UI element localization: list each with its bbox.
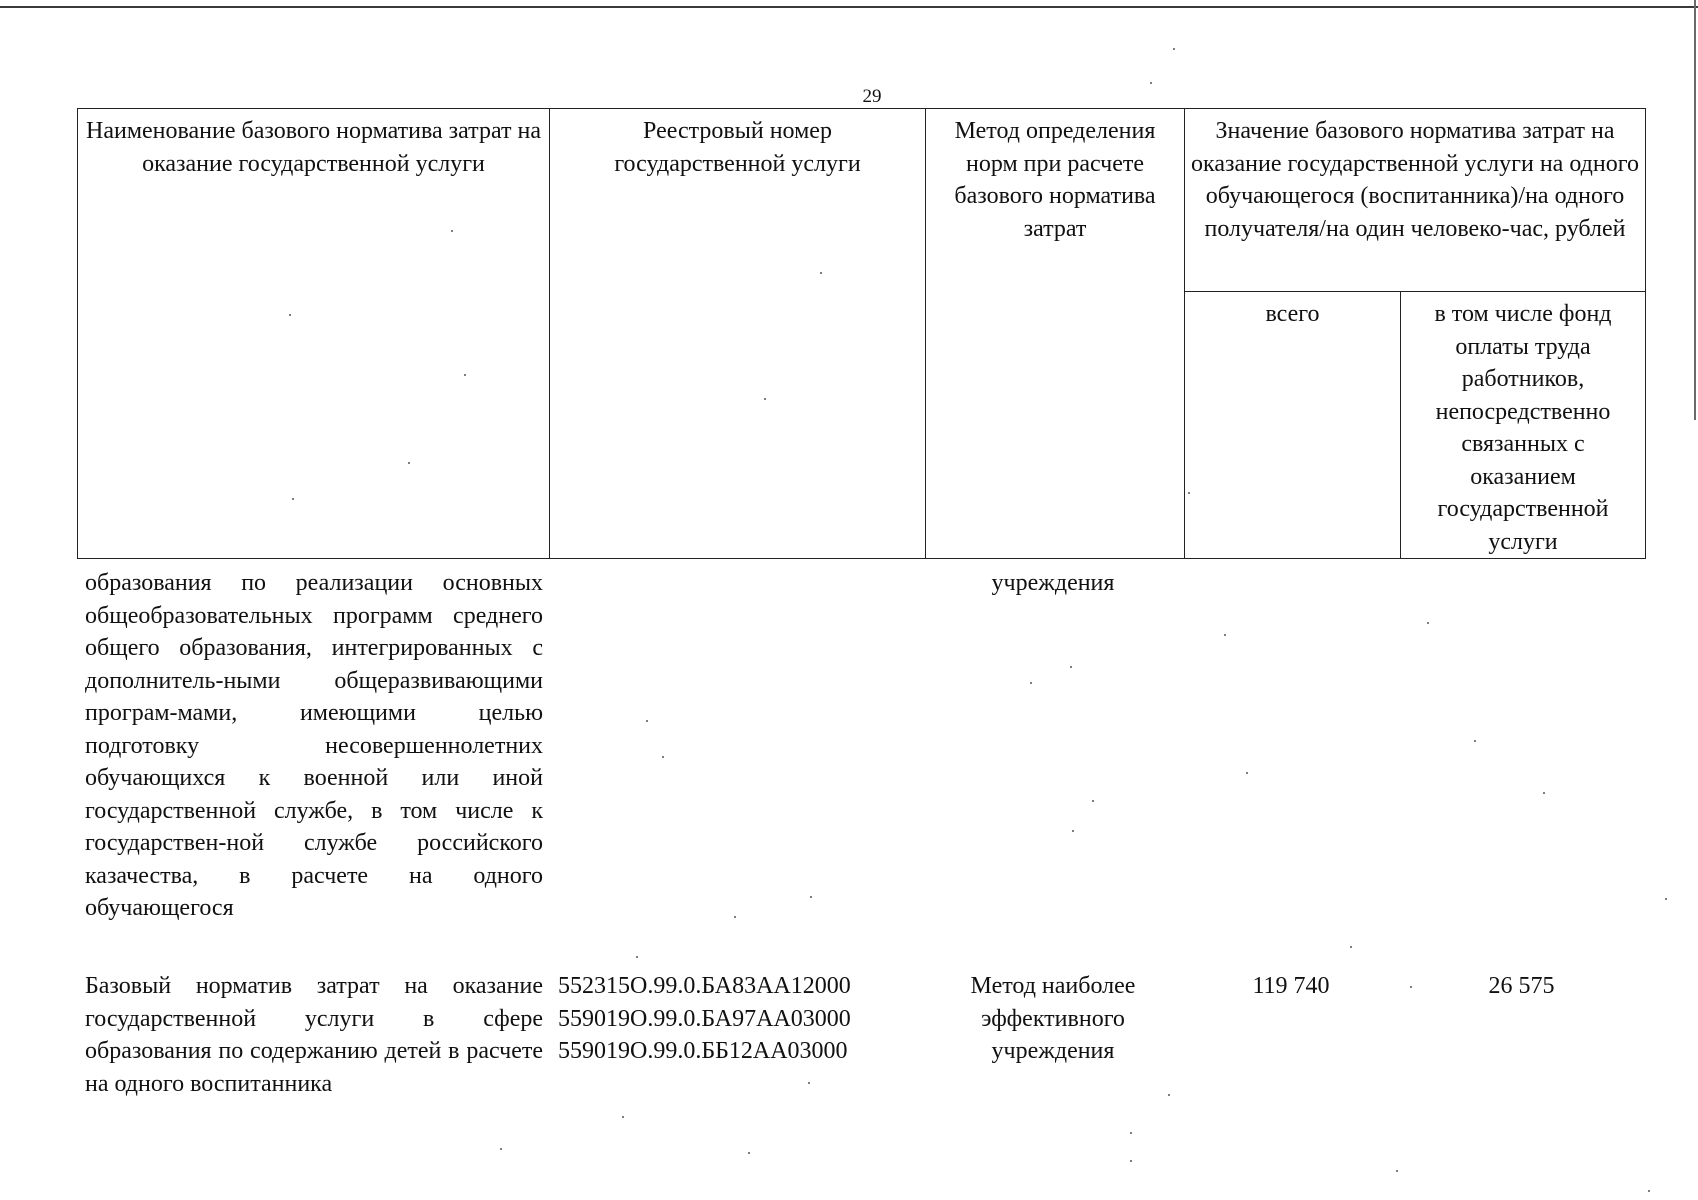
scan-speck [636, 956, 638, 958]
scan-speck [808, 1082, 810, 1084]
scan-speck [1665, 898, 1667, 900]
registry-code: 559019О.99.0.ББ12АА03000 [558, 1038, 848, 1064]
scan-speck [1188, 492, 1190, 494]
scan-speck [734, 916, 736, 918]
scan-speck [1396, 1170, 1398, 1172]
scan-speck [289, 314, 291, 316]
header-cell-name: Наименование базового норматива затрат на оказание государственной услуги [78, 109, 550, 559]
scan-speck [1224, 634, 1226, 636]
scan-speck [1130, 1132, 1132, 1134]
continued-method: учреждения [991, 570, 1115, 596]
scan-speck [1648, 1190, 1650, 1192]
scan-speck [1092, 800, 1094, 802]
registry-code: 552315О.99.0.БА83АА12000 [558, 973, 851, 999]
header-cell-total: всего [1185, 292, 1401, 559]
row-method: Метод наиболее эффективного учреждения [970, 973, 1136, 1064]
scan-edge-top [0, 6, 1698, 8]
scan-speck [1543, 792, 1545, 794]
scan-speck [1350, 946, 1352, 948]
scan-speck [1246, 772, 1248, 774]
scan-speck [764, 398, 766, 400]
scan-speck [1150, 82, 1152, 84]
scan-speck [500, 1148, 502, 1150]
scan-speck [1427, 622, 1429, 624]
row-registry-codes [558, 970, 918, 1068]
header-cell-fot: в том числе фонд оплаты труда работников, непосредственно связанных с оказанием государственной услуги [1401, 292, 1646, 559]
row-fot-value: 26 575 [1488, 973, 1555, 999]
continued-service-name: образования по реализации основных общеобразовательных программ среднего общего образования, интегрированных с дополнитель-ными общеразвивающими програм-мами, имеющими целью подготовку несовершеннолетних обучающихся к военной или иной государственной службе, в том числе к государствен-ной службе российского казачества, в расчете на одного обучающегося [85, 570, 543, 921]
header-cell-method: Метод определения норм при расчете базового норматива затрат [926, 109, 1185, 559]
header-cell-registry: Реестровый номер государственной услуги [550, 109, 926, 559]
page-number: 29 [862, 86, 882, 107]
header-row-1 [78, 109, 1646, 292]
scan-speck [1070, 666, 1072, 668]
scan-speck [451, 230, 453, 232]
scan-speck [662, 756, 664, 758]
registry-code: 559019О.99.0.БА97АА03000 [558, 1005, 851, 1032]
row-service-name: Базовый норматив затрат на оказание государственной услуги в сфере образования по содержанию детей в расчете на одного воспитанника [85, 973, 543, 1097]
scan-speck [810, 896, 812, 898]
scan-speck [1168, 1094, 1170, 1096]
scan-speck [292, 498, 294, 500]
scan-speck [622, 1116, 624, 1118]
scan-speck [1072, 830, 1074, 832]
scan-speck [1130, 1160, 1132, 1162]
scan-speck [1173, 48, 1175, 50]
header-table [77, 108, 1646, 559]
scan-speck [408, 462, 410, 464]
scan-speck [820, 272, 822, 274]
scan-speck [646, 720, 648, 722]
scan-speck [1474, 740, 1476, 742]
row-total-value: 119 740 [1252, 973, 1330, 999]
header-cell-value: Значение базового норматива затрат на оказание государственной услуги на одного обучающегося (воспитанника)/на одного получателя/на один человеко-час, рублей [1185, 109, 1646, 292]
scan-edge-right [1694, 0, 1696, 420]
scan-speck [464, 374, 466, 376]
scan-speck [1410, 986, 1412, 988]
scan-speck [748, 1152, 750, 1154]
scan-speck [1030, 682, 1032, 684]
